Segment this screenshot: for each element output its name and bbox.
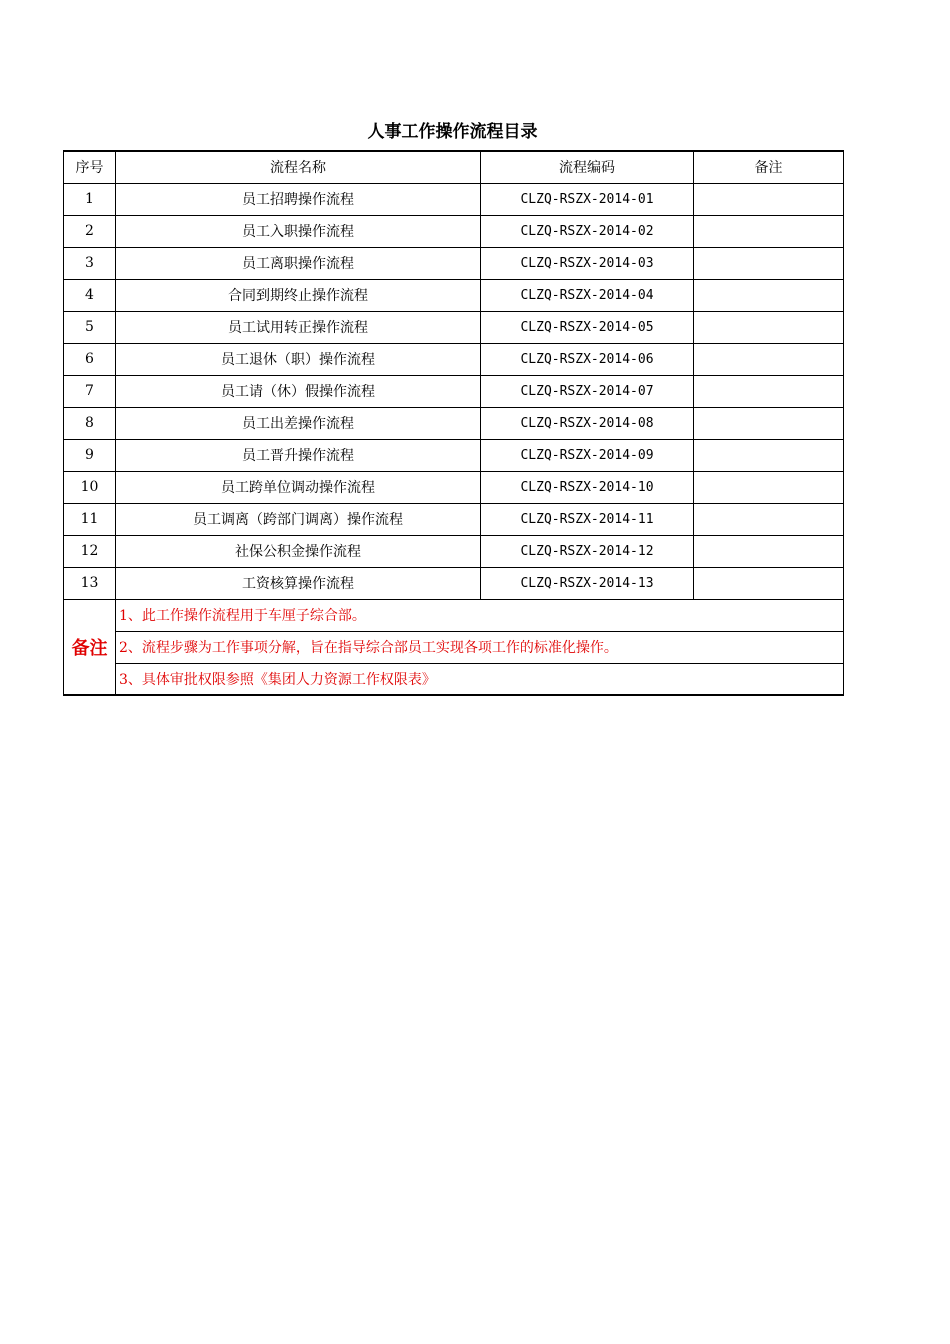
row-remark: [694, 215, 844, 247]
note-text: 1、此工作操作流程用于车厘子综合部。: [116, 599, 844, 631]
row-remark: [694, 503, 844, 535]
row-process-name: 员工跨单位调动操作流程: [116, 471, 481, 503]
row-index: 2: [64, 215, 116, 247]
row-index: 12: [64, 535, 116, 567]
process-catalog-table: [63, 150, 844, 696]
row-remark: [694, 567, 844, 599]
row-index: 3: [64, 247, 116, 279]
header-remark: 备注: [694, 151, 844, 183]
row-index: 5: [64, 311, 116, 343]
row-index: 1: [64, 183, 116, 215]
table-row: [64, 567, 844, 599]
page-title: 人事工作操作流程目录: [367, 122, 538, 142]
row-process-name: 员工入职操作流程: [116, 215, 481, 247]
notes-label: 备注: [64, 599, 116, 695]
table-row: [64, 247, 844, 279]
note-row: [64, 599, 844, 631]
table-row: [64, 311, 844, 343]
row-process-name: 工资核算操作流程: [116, 567, 481, 599]
table-row: [64, 343, 844, 375]
row-process-code: CLZQ-RSZX-2014-13: [481, 567, 694, 599]
row-process-code: CLZQ-RSZX-2014-11: [481, 503, 694, 535]
row-remark: [694, 183, 844, 215]
row-index: 6: [64, 343, 116, 375]
note-text: 2、流程步骤为工作事项分解，旨在指导综合部员工实现各项工作的标准化操作。: [116, 631, 844, 663]
row-process-name: 员工请（休）假操作流程: [116, 375, 481, 407]
row-process-name: 员工退休（职）操作流程: [116, 343, 481, 375]
row-process-name: 社保公积金操作流程: [116, 535, 481, 567]
row-process-code: CLZQ-RSZX-2014-09: [481, 439, 694, 471]
note-row: [64, 663, 844, 695]
row-process-code: CLZQ-RSZX-2014-08: [481, 407, 694, 439]
table-header-row: [64, 151, 844, 183]
row-process-code: CLZQ-RSZX-2014-05: [481, 311, 694, 343]
header-index: 序号: [64, 151, 116, 183]
row-index: 4: [64, 279, 116, 311]
row-process-code: CLZQ-RSZX-2014-03: [481, 247, 694, 279]
note-text: 3、具体审批权限参照《集团人力资源工作权限表》: [116, 663, 844, 695]
row-process-name: 员工离职操作流程: [116, 247, 481, 279]
row-process-name: 员工试用转正操作流程: [116, 311, 481, 343]
row-process-name: 员工出差操作流程: [116, 407, 481, 439]
row-process-code: CLZQ-RSZX-2014-10: [481, 471, 694, 503]
table-row: [64, 439, 844, 471]
row-process-name: 合同到期终止操作流程: [116, 279, 481, 311]
row-index: 7: [64, 375, 116, 407]
row-process-name: 员工调离（跨部门调离）操作流程: [116, 503, 481, 535]
table-row: [64, 535, 844, 567]
row-remark: [694, 375, 844, 407]
table-row: [64, 407, 844, 439]
row-remark: [694, 279, 844, 311]
header-process-code: 流程编码: [481, 151, 694, 183]
row-remark: [694, 471, 844, 503]
row-index: 9: [64, 439, 116, 471]
row-process-code: CLZQ-RSZX-2014-04: [481, 279, 694, 311]
row-index: 8: [64, 407, 116, 439]
row-process-code: CLZQ-RSZX-2014-02: [481, 215, 694, 247]
row-index: 10: [64, 471, 116, 503]
row-process-name: 员工晋升操作流程: [116, 439, 481, 471]
note-row: [64, 631, 844, 663]
row-process-name: 员工招聘操作流程: [116, 183, 481, 215]
table-row: [64, 215, 844, 247]
row-remark: [694, 439, 844, 471]
row-remark: [694, 247, 844, 279]
table-row: [64, 375, 844, 407]
table-row: [64, 279, 844, 311]
table-row: [64, 183, 844, 215]
row-remark: [694, 343, 844, 375]
row-process-code: CLZQ-RSZX-2014-01: [481, 183, 694, 215]
row-index: 13: [64, 567, 116, 599]
row-process-code: CLZQ-RSZX-2014-06: [481, 343, 694, 375]
row-index: 11: [64, 503, 116, 535]
row-remark: [694, 311, 844, 343]
row-process-code: CLZQ-RSZX-2014-12: [481, 535, 694, 567]
row-process-code: CLZQ-RSZX-2014-07: [481, 375, 694, 407]
table-row: [64, 503, 844, 535]
row-remark: [694, 535, 844, 567]
header-process-name: 流程名称: [116, 151, 481, 183]
table-row: [64, 471, 844, 503]
row-remark: [694, 407, 844, 439]
